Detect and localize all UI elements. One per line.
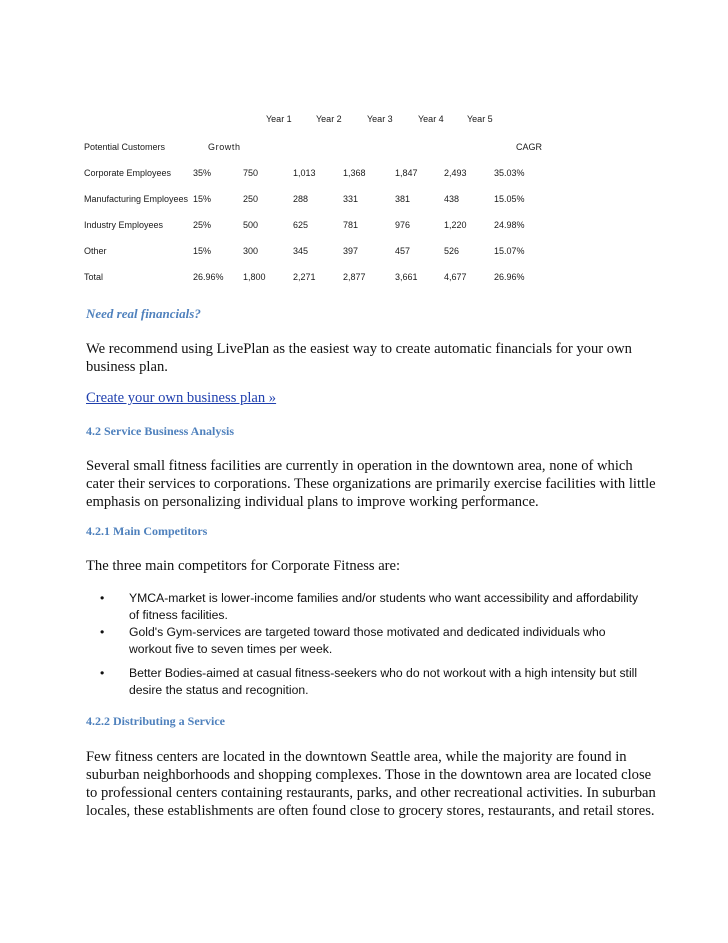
row-value: 397 [343,246,359,256]
row-label: Manufacturing Employees [84,194,189,204]
row-value: 1,368 [343,168,366,178]
row-value: 500 [243,220,259,230]
row-label: Corporate Employees [84,168,172,178]
row-cagr: 24.98% [494,220,525,230]
year-header: Year 2 [316,114,342,124]
row-cagr: 15.05% [494,194,525,204]
create-plan-link[interactable]: Create your own business plan » [86,390,277,406]
bullet-icon: • [100,625,105,639]
row-value: 381 [395,194,411,204]
col-header-customers: Potential Customers [84,142,166,152]
year-header: Year 3 [367,114,393,124]
row-value: 1,847 [395,168,418,178]
row-value: 250 [243,194,259,204]
row-value: 2,271 [293,272,316,282]
row-value: 3,661 [395,272,418,282]
row-growth: 26.96% [193,272,224,282]
row-value: 1,800 [243,272,266,282]
row-value: 625 [293,220,309,230]
section-text-4-2: Several small fitness facilities are currently in operation in the downtown area, none of which cater their services to corporations. These organizations are primarily exercise facilities with little emphasis on personalizing individual plans to improve working performance. [86,458,656,510]
row-value: 2,877 [343,272,366,282]
section-heading-4-2: 4.2 Service Business Analysis [86,424,235,438]
row-value: 976 [395,220,411,230]
row-value: 750 [243,168,259,178]
section-heading-4-2-1: 4.2.1 Main Competitors [86,524,208,538]
row-cagr: 35.03% [494,168,525,178]
year-header: Year 5 [467,114,493,124]
row-value: 300 [243,246,259,256]
row-value: 4,677 [444,272,467,282]
year-header: Year 1 [266,114,292,124]
promo-text: We recommend using LivePlan as the easiest way to create automatic financials for your own business plan. [86,341,632,375]
list-item-text: YMCA-market is lower-income families and/or students who want accessibility and affordability of fitness facilities. [129,591,639,622]
section-text-4-2-2: Few fitness centers are located in the downtown Seattle area, while the majority are found in suburban neighborhoods and shopping complexes. Those in the downtown area are located close to professional centers containing restaurants, parks, and other recreational activities. In suburban locales, these establishments are often found close to grocery stores, restaurants, and retail stores. [86,749,656,819]
section-heading-4-2-2: 4.2.2 Distributing a Service [86,714,225,728]
competitors-intro: The three main competitors for Corporate Fitness are: [86,558,401,574]
row-growth: 35% [193,168,212,178]
row-value: 526 [444,246,460,256]
row-value: 781 [343,220,359,230]
list-item-text: Better Bodies-aimed at casual fitness-seekers who do not workout with a high intensity but still desire the status and recognition. [129,666,638,697]
row-label: Other [84,246,107,256]
row-label: Industry Employees [84,220,164,230]
row-value: 331 [343,194,359,204]
row-growth: 15% [193,246,212,256]
customer-forecast-table [0,0,728,290]
col-header-growth: Growth [208,142,241,152]
row-value: 457 [395,246,411,256]
row-growth: 25% [193,220,212,230]
list-item-text: Gold's Gym-services are targeted toward those motivated and dedicated individuals who workout five to seven times per week. [129,625,606,656]
bullet-icon: • [100,591,105,605]
row-label: Total [84,272,104,282]
row-value: 2,493 [444,168,467,178]
year-header: Year 4 [418,114,444,124]
row-value: 438 [444,194,460,204]
row-value: 1,220 [444,220,467,230]
row-value: 1,013 [293,168,316,178]
row-cagr: 26.96% [494,272,525,282]
promo-heading: Need real financials? [86,306,201,321]
row-value: 288 [293,194,309,204]
row-cagr: 15.07% [494,246,525,256]
col-header-cagr: CAGR [516,142,543,152]
bullet-icon: • [100,666,105,680]
row-growth: 15% [193,194,212,204]
row-value: 345 [293,246,309,256]
